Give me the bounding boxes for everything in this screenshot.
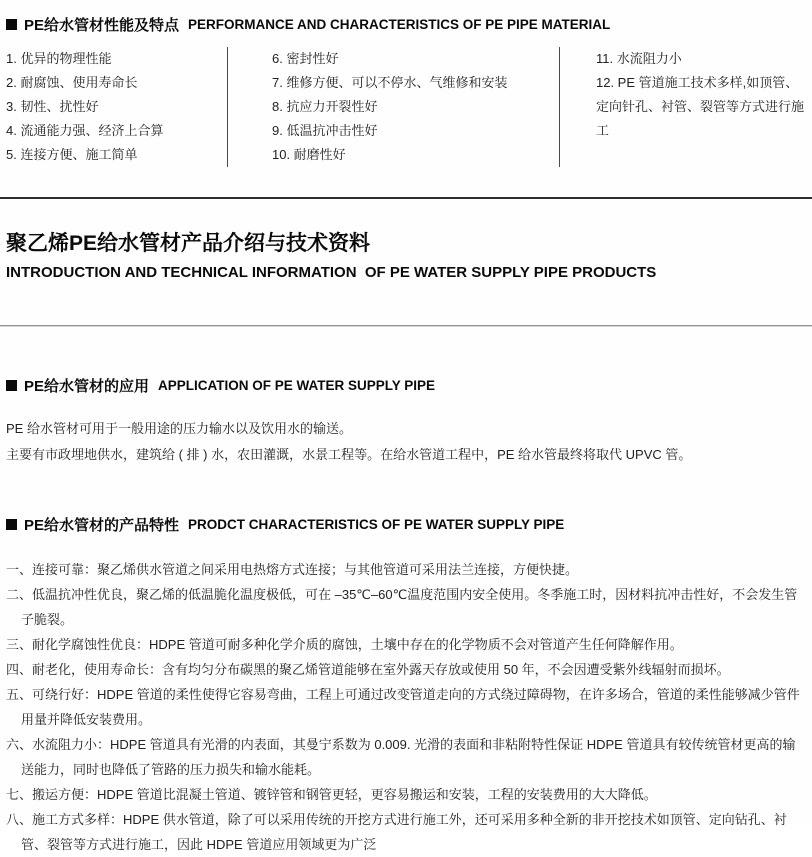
- feature-item: 3. 韧性、扰性好: [6, 99, 99, 114]
- application-paragraphs: [6, 416, 812, 468]
- characteristic-item: 一、连接可靠：聚乙烯供水管道之间采用电热熔方式连接；与其他管道可采用法兰连接，方便快捷。: [6, 562, 579, 577]
- characteristics-list: [6, 557, 804, 857]
- characteristic-item: 七、搬运方便：HDPE 管道比混凝土管道、镀锌管和钢管更轻，更容易搬运和安装，工程的安装费用的大大降低。: [6, 787, 657, 802]
- section-bullet-square-icon: [6, 19, 17, 30]
- characteristics-title-zh: PE给水管材的产品特性: [24, 517, 180, 534]
- characteristic-item: 四、耐老化，使用寿命长：含有均匀分布碳黑的聚乙烯管道能够在室外露天存放或使用 50 年，不会因遭受紫外线辐射而损坏。: [6, 662, 730, 677]
- characteristics-title-en: PRODCT CHARACTERISTICS OF PE WATER SUPPLY PIPE: [188, 517, 565, 532]
- characteristic-item: 六、水流阻力小：HDPE 管道具有光滑的内表面，其曼宁系数为 0.009. 光滑的表面和非粘附特性保证 HDPE 管道具有较传统管材更高的输送能力，同时也降低了管路的压力损失和输水能耗。: [6, 737, 796, 777]
- feature-item: 5. 连接方便、施工简单: [6, 147, 138, 162]
- page-title-en: INTRODUCTION AND TECHNICAL INFORMATION OF PE WATER SUPPLY PIPE PRODUCTS: [6, 264, 657, 281]
- feature-item: 9. 低温抗冲击性好: [272, 123, 378, 138]
- feature-item: 2. 耐腐蚀、使用寿命长: [6, 75, 138, 90]
- features-title-en: PERFORMANCE AND CHARACTERISTICS OF PE PIPE MATERIAL: [188, 17, 611, 32]
- features-section-header: [6, 0, 812, 35]
- application-title-en: APPLICATION OF PE WATER SUPPLY PIPE: [158, 378, 436, 393]
- characteristic-item: 八、施工方式多样：HDPE 供水管道，除了可以采用传统的开挖方式进行施工外，还可采用多种全新的非开挖技术如顶管、定向钻孔、衬管、裂管等方式进行施工，因此 HDPE 管道应用领域更为广泛: [6, 812, 787, 852]
- feature-item: 4. 流通能力强、经济上合算: [6, 123, 164, 138]
- characteristic-item: 三、耐化学腐蚀性优良：HDPE 管道可耐多种化学介质的腐蚀，土壤中存在的化学物质不会对管道产生任何降解作用。: [6, 637, 683, 652]
- feature-item: 11. 水流阻力小: [596, 51, 682, 66]
- features-list: [0, 47, 812, 167]
- features-column-3: [560, 47, 812, 167]
- characteristic-item: 二、低温抗冲性优良，聚乙烯的低温脆化温度极低，可在 –35℃–60℃温度范围内安全使用。冬季施工时，因材料抗冲击性好，不会发生管子脆裂。: [6, 587, 798, 627]
- characteristics-section-header: [6, 514, 812, 535]
- section-bullet-square-icon: [6, 519, 17, 530]
- page-title-zh: 聚乙烯PE给水管材产品介绍与技术资料: [6, 232, 371, 255]
- horizontal-divider-dark: [0, 197, 812, 199]
- features-column-2: [228, 47, 560, 167]
- characteristic-item: 五、可绕行好：HDPE 管道的柔性使得它容易弯曲，工程上可通过改变管道走向的方式绕过障碍物，在许多场合，管道的柔性能够减少管件用量并降低安装费用。: [6, 687, 800, 727]
- section-bullet-square-icon: [6, 380, 17, 391]
- features-title-zh: PE给水管材性能及特点: [24, 17, 180, 34]
- application-paragraph: PE 给水管材可用于一般用途的压力输水以及饮用水的输送。: [6, 421, 352, 436]
- feature-item: 10. 耐磨性好: [272, 147, 346, 162]
- feature-item: 6. 密封性好: [272, 51, 339, 66]
- feature-item: 7. 维修方便、可以不停水、气维修和安装: [272, 75, 508, 90]
- feature-item: 8. 抗应力开裂性好: [272, 99, 378, 114]
- application-title-zh: PE给水管材的应用: [24, 378, 150, 395]
- feature-item: 1. 优异的物理性能: [6, 51, 112, 66]
- application-section-header: [6, 375, 812, 396]
- feature-item: 12. PE 管道施工技术多样,如顶管、定向针孔、衬管、裂管等方式进行施工: [596, 75, 805, 138]
- features-column-1: [0, 47, 228, 167]
- application-paragraph: 主要有市政埋地供水，建筑给 ( 排 ) 水，农田灌溉，水景工程等。在给水管道工程中，PE 给水管最终将取代 UPVC 管。: [6, 447, 692, 462]
- horizontal-divider-gray: [0, 325, 812, 327]
